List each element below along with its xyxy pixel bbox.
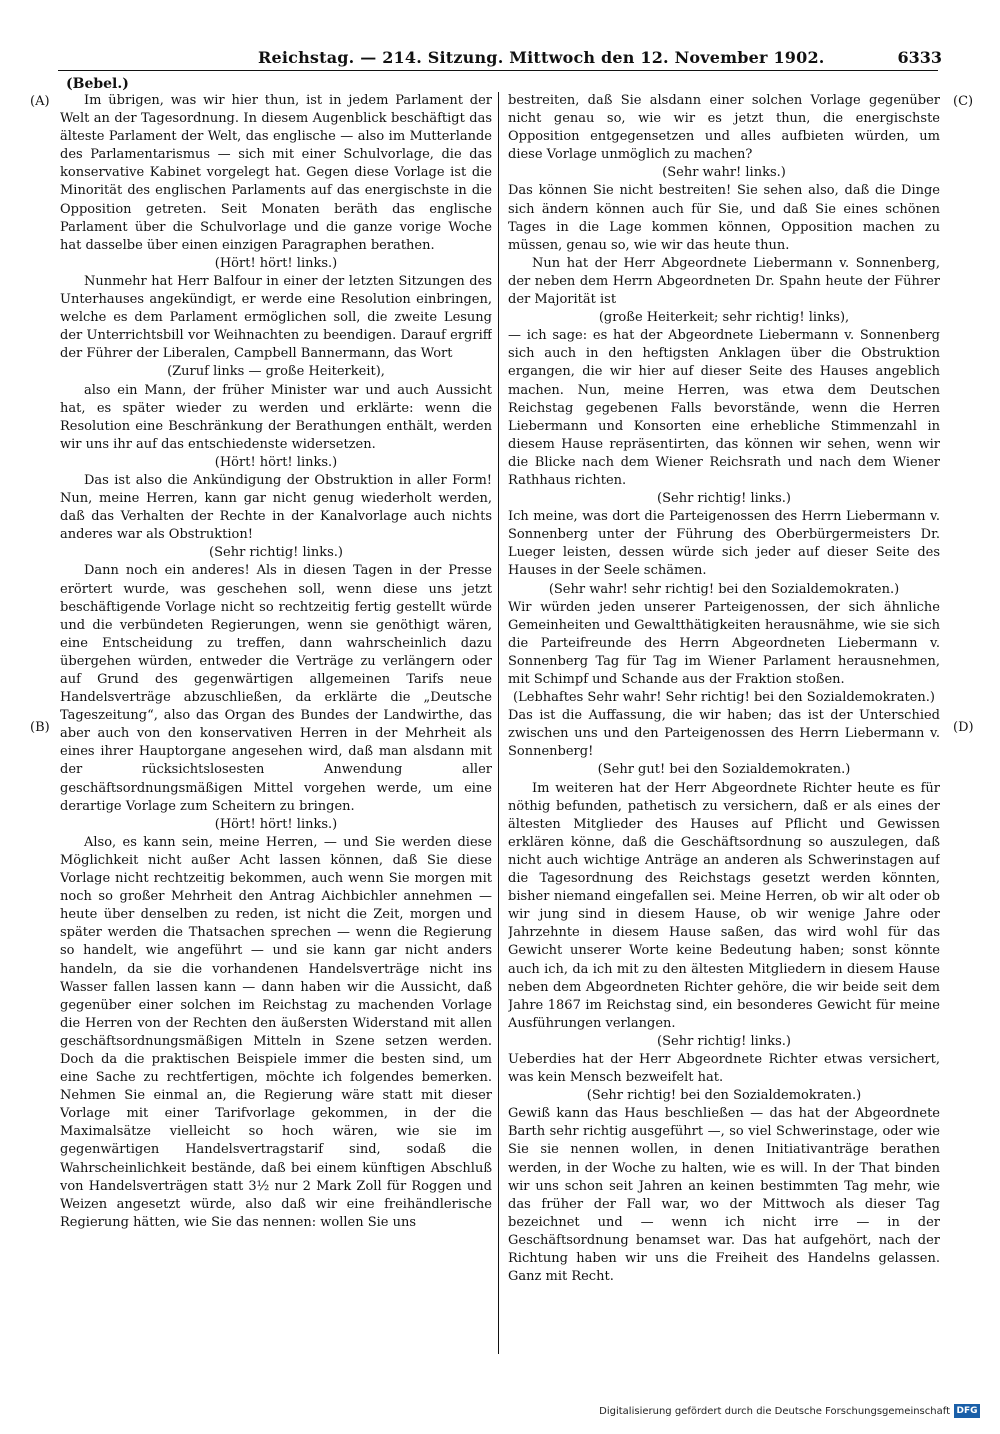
dfg-logo-icon: DFG <box>954 1404 980 1418</box>
paragraph: also ein Mann, der früher Minister war und auch Aussicht hat, es später wieder zu werden und erklärte: wenn die Resolution eine Beschränkung der Berathungen enthält, werden wir uns ihr auf das entschiedenste widersetzen. <box>60 382 492 452</box>
interjection: (Hört! hört! links.) <box>214 816 338 832</box>
margin-letter-a: (A) <box>30 94 50 109</box>
margin-letter-b: (B) <box>30 720 50 735</box>
paragraph: Nunmehr hat Herr Balfour in einer der letzten Sitzungen des Unterhauses angekündigt, er werde eine Resolution einbringen, welche es dem Parlament ermöglichen soll, die zweite Lesung der Unterrichtsbill vor Weihnachten zu beendigen. Darauf ergriff der Führer der Liberalen, Campbell Bannermann, das Wort <box>60 273 492 362</box>
interjection: (Hört! hört! links.) <box>214 454 338 470</box>
interjection: (Sehr richtig! links.) <box>209 545 343 561</box>
interjection: (Sehr richtig! links.) <box>657 491 791 507</box>
header-rule <box>58 70 938 71</box>
paragraph: Ueberdies hat der Herr Abgeordnete Richter etwas versichert, was kein Mensch bezweifelt hat. <box>508 1051 940 1086</box>
page-header <box>0 40 1000 70</box>
interjection: (Sehr wahr! links.) <box>662 165 786 181</box>
interjection: (Sehr gut! bei den Sozialdemokraten.) <box>597 762 851 778</box>
paragraph: bestreiten, daß Sie alsdann einer solchen Vorlage gegenüber nicht genau so, wie wir es jetzt thun, die energischste Opposition entgegensetzen und alles aufbieten würden, um diese Vorlage unmöglich zu machen? <box>508 93 940 163</box>
right-column <box>508 92 940 1354</box>
header-title: Reichstag. — 214. Sitzung. Mittwoch den 12. November 1902. <box>258 48 825 67</box>
interjection: (Sehr richtig! bei den Sozialdemokraten.) <box>586 1088 862 1104</box>
paragraph: Im weiteren hat der Herr Abgeordnete Richter heute es für nöthig befunden, pathetisch zu versichern, daß er als eines der ältesten Mitglieder des Hauses auf Pflicht und Gewissen erklären könne, daß die Geschäftsordnung so auszulegen, daß nicht auch wichtige Anträge an anderen als Schwerinstagen auf die Tagesordnung des Reichstags gesetzt werden könnten, bisher niemand eingefallen sei. Meine Herren, ob wir alt oder ob wir jung sind in diesem Hause, ob wir wenige Jahre oder Jahrzehnte in diesem Hause saßen, das wird wohl für das Gewicht unserer Worte keine Bedeutung haben; sonst könnte auch ich, da ich mit zu den ältesten Mitgliedern in diesem Hause neben dem Abgeordneten Richter gehöre, die wir beide seit dem Jahre 1867 im Reichstag sind, ein besonderes Gewicht für meine Ausführungen verlangen. <box>508 780 940 1031</box>
paragraph: Das ist die Auffassung, die wir haben; das ist der Unterschied zwischen uns und den Parteigenossen des Herrn Liebermann v. Sonnenberg! <box>508 708 940 760</box>
paragraph: Also, es kann sein, meine Herren, — und Sie werden diese Möglichkeit nicht außer Acht lassen können, daß Sie diese Vorlage nicht rechtzeitig bekommen, auch wenn Sie morgen mit noch so großer Mehrheit den Antrag Aichbichler annehmen — heute über denselben zu reden, ist nicht die Zeit, morgen und später werden die Thatsachen sprechen — wenn die Regierung so handelt, wie angeführt — und sie kann gar nicht anders handeln, da sie die vorhandenen Handelsverträge nicht ins Wasser fallen lassen kann — dann haben wir die Aussicht, daß gegenüber einer solchen im Reichstag zu machenden Vorlage die Herren von der Rechten den äußersten Widerstand mit allen geschäftsordnungsmäßigen Mitteln in Szene setzen werden. Doch da die praktischen Beispiele immer die besten sind, um eine Sache zu rechtfertigen, möchte ich folgendes bemerken. Nehmen Sie einmal an, die Regierung wäre statt mit dieser Vorlage mit einer Tarifvorlage gekommen, in der die Maximalsätze vielleicht so hoch wären, wie sie im gegenwärtigen Handelsvertragstarif sind, sodaß die Wahrscheinlichkeit bestände, daß bei einem künftigen Abschluß von Handelsverträgen statt 3½ nur 2 Mark Zoll für Roggen und Weizen angesetzt würde, also daß wir eine freihändlerische Regierung hätten, wie Sie das nennen: wollen Sie uns <box>60 834 492 1230</box>
footer-credit: Digitalisierung gefördert durch die Deutsche Forschungsgemeinschaft <box>599 1405 950 1417</box>
page-number: 6333 <box>897 48 942 67</box>
interjection: (große Heiterkeit; sehr richtig! links), <box>598 310 850 326</box>
paragraph: Im übrigen, was wir hier thun, ist in jedem Parlament der Welt an der Tagesordnung. In diesem Augenblick beschäftigt das älteste Parlament der Welt, das englische — also im Mutterlande des Parlamentarismus — sich mit einer Schulvorlage, die das konservative Kabinet vorgelegt hat. Gegen diese Vorlage ist die Minorität des englischen Parlaments auf das energischste in die Opposition getreten. Seit Monaten beräth das englische Parlament über die Schulvorlage und die ganze vorige Woche hat dasselbe über einen einzigen Paragraphen berathen. <box>60 93 492 253</box>
interjection: (Sehr richtig! links.) <box>657 1033 791 1049</box>
paragraph: Dann noch ein anderes! Als in diesen Tagen in der Presse erörtert wurde, was geschehen soll, wenn diese uns jetzt beschäftigende Vorlage nicht so rechtzeitig fertig gestellt würde und die verbündeten Regierungen, wenn sie genöthigt wären, eine Entscheidung zu treffen, dann wahrscheinlich dazu übergehen würden, entweder die Verträge zu verlängern oder auf Grund des gegenwärtigen allgemeinen Tarifs neue Handelsverträge abzuschließen, da erklärte die „Deutsche Tageszeitung“, also das Organ des Bundes der Landwirthe, das aber auch von den konservativen Herren in der Mehrheit als eines ihrer Hauptorgane angesehen wird, daß man alsdann mit der rücksichtslosesten Anwendung aller geschäftsordnungsmäßigen Mittel vorgehen werde, um eine derartige Vorlage zum Scheitern zu bringen. <box>60 563 492 814</box>
margin-letter-d: (D) <box>953 720 974 735</box>
interjection: (Lebhaftes Sehr wahr! Sehr richtig! bei den Sozialdemokraten.) <box>513 690 935 706</box>
speaker-name: (Bebel.) <box>66 76 129 92</box>
paragraph: Wir würden jeden unserer Parteigenossen, der sich ähnliche Gemeinheiten und Gewaltthätigkeiten herausnähme, wie sie sich die Parteifreunde des Herrn Abgeordneten Liebermann v. Sonnenberg Tag für Tag im Wiener Parlament herausnehmen, mit Schimpf und Schande aus der Fraktion stoßen. <box>508 599 940 687</box>
interjection: (Zuruf links — große Heiterkeit), <box>167 364 385 380</box>
column-divider <box>498 92 499 1354</box>
paragraph: Das ist also die Ankündigung der Obstruktion in aller Form! Nun, meine Herren, kann gar nicht genug wiederholt werden, daß das Verhalten der Rechte in der Kanalvorlage auch nichts anderes war als Obstruktion! <box>60 472 492 543</box>
left-column <box>60 92 492 1354</box>
paragraph: Das können Sie nicht bestreiten! Sie sehen also, daß die Dinge sich ändern können auch für Sie, und daß Sie eines schönen Tages in die Lage kommen können, Opposition machen zu müssen, genau so, wie wir das heute thun. <box>508 183 940 253</box>
paragraph: — ich sage: es hat der Abgeordnete Liebermann v. Sonnenberg sich auch in den heftigsten Anklagen über die Obstruktion ergangen, die wir hier auf dieser Seite des Hauses angeblich machen. Nun, meine Herren, was etwa dem Deutschen Reichstag gegebenen Falls bevorstände, wenn die Herren Liebermann und Konsorten eine erhebliche Stimmenzahl in diesem Hause repräsentirten, das können wir sehen, wenn wir die Blicke nach dem Wiener Reichsrath und nach dem Wiener Rathhaus richten. <box>508 328 940 488</box>
interjection: (Hört! hört! links.) <box>214 255 338 271</box>
margin-letter-c: (C) <box>953 94 974 109</box>
paragraph: Ich meine, was dort die Parteigenossen des Herrn Liebermann v. Sonnenberg unter der Führung des Oberbürgermeisters Dr. Lueger leisten, dessen würde sich jeder auf dieser Seite des Hauses in der Seele schämen. <box>508 509 940 579</box>
footer <box>599 1402 980 1420</box>
interjection: (Sehr wahr! sehr richtig! bei den Sozialdemokraten.) <box>548 581 900 597</box>
paragraph: Nun hat der Herr Abgeordnete Liebermann v. Sonnenberg, der neben dem Herrn Abgeordneten Dr. Spahn heute der Führer der Majorität ist <box>508 255 940 308</box>
paragraph: Gewiß kann das Haus beschließen — das hat der Abgeordnete Barth sehr richtig ausgeführt —, so viel Schwerinstage, oder wie Sie sie nennen wollen, in denen Initiativanträge berathen werden, in der Woche zu halten, wie es will. In der That binden wir uns schon seit Jahren an keinen bestimmten Tag mehr, wie das früher der Fall war, wo der Mittwoch als dieser Tag bezeichnet und — wenn ich nicht irre — in der Geschäftsordnung benamset war. Das hat aufgehört, nach der Richtung haben wir uns die Freiheit des Handelns gelassen. Ganz mit Recht. <box>508 1106 940 1285</box>
